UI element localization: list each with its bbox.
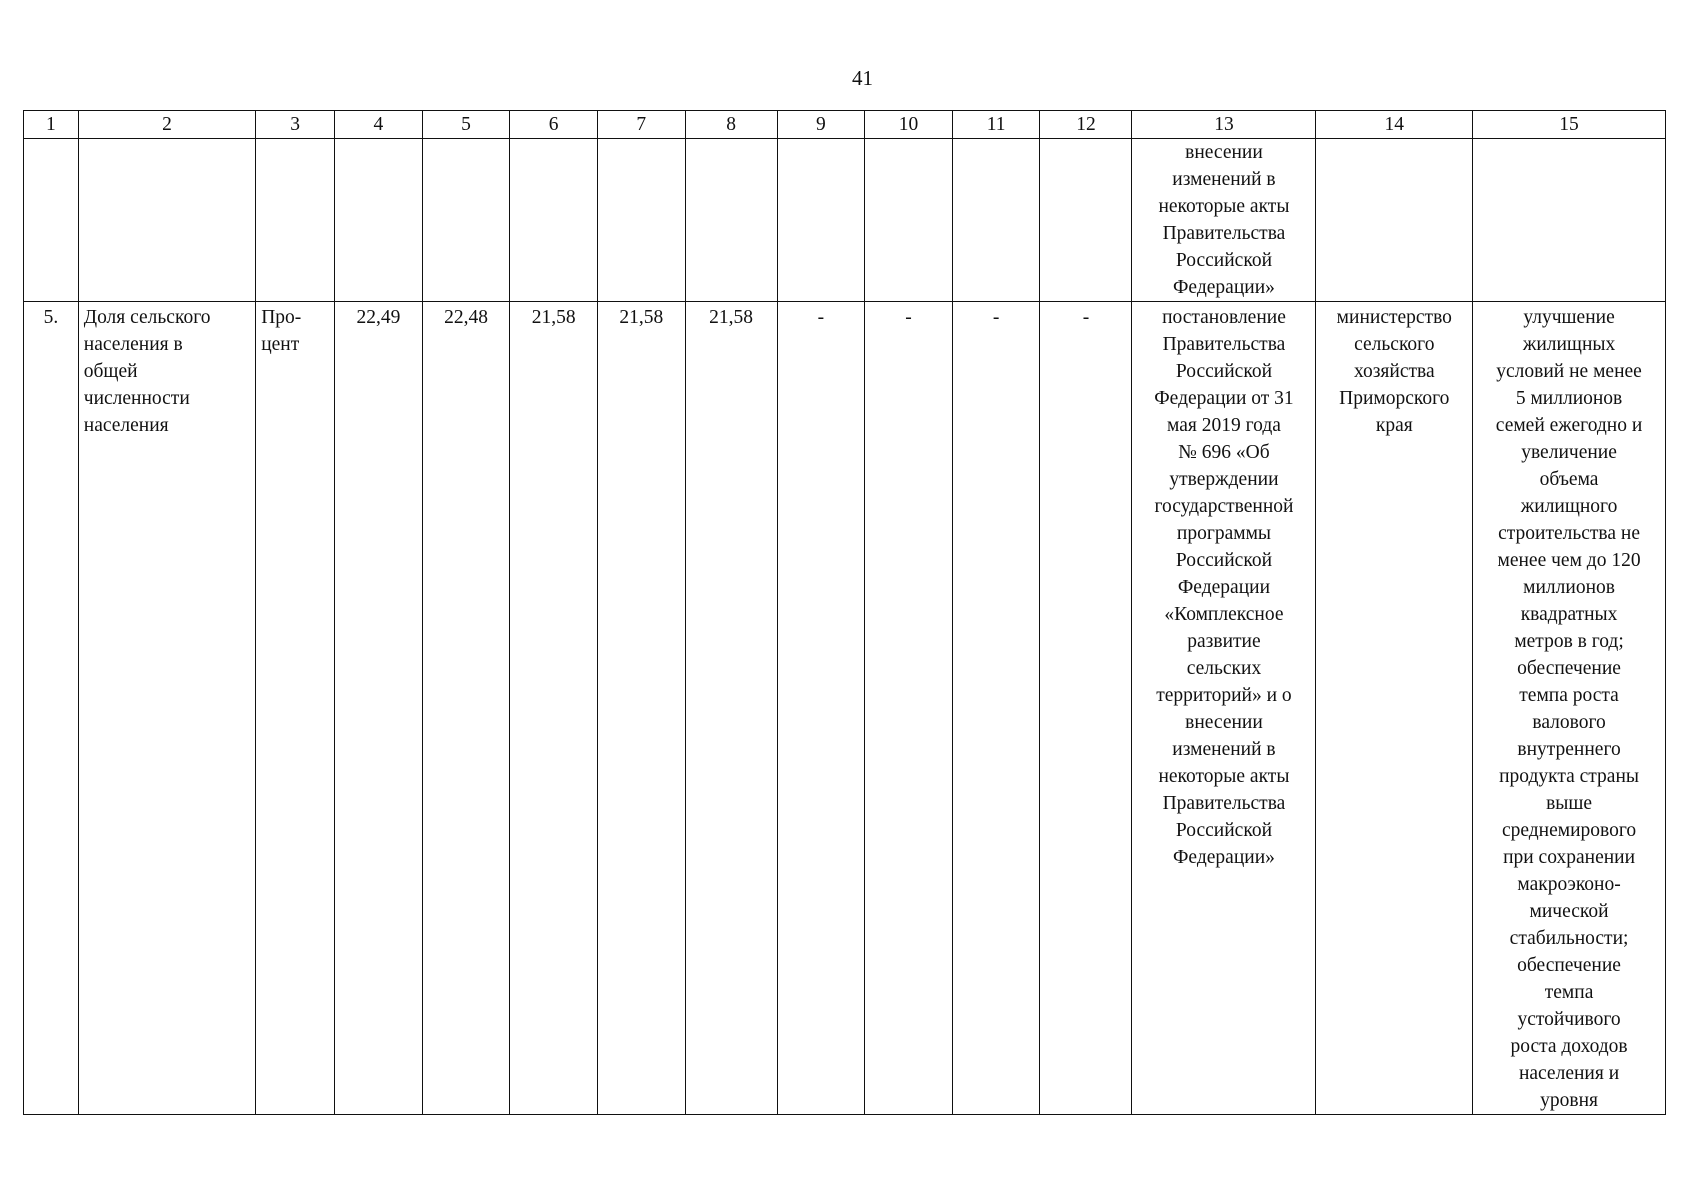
table-cell [24,139,79,302]
page-number: 41 [852,66,873,90]
column-header-5: 5 [422,111,510,139]
legal-basis-cell: постановление Правительства Российской Федерации от 31 мая 2019 года № 696 «Об утверждении государственной программы Российской Федерации «Комплексное развитие сельских территорий» и о внесении изменений в некоторые акты Правительства Российской Федерации» [1132,302,1316,1115]
table-cell [685,139,777,302]
table-cell [510,139,598,302]
legal-basis-cell: внесении изменений в некоторые акты Правительства Российской Федерации» [1132,139,1316,302]
column-header-7: 7 [597,111,685,139]
table-cell [422,139,510,302]
value-cell: 21,58 [597,302,685,1115]
column-header-6: 6 [510,111,598,139]
document-table [23,110,1666,1115]
column-header-14: 14 [1316,111,1473,139]
value-cell: - [952,302,1040,1115]
column-header-10: 10 [865,111,953,139]
table-cell [256,139,335,302]
value-cell: - [777,302,865,1115]
column-header-11: 11 [952,111,1040,139]
table-row [24,302,1666,1115]
table-cell [777,139,865,302]
responsible-body-cell: министерство сельского хозяйства Приморского края [1316,302,1473,1115]
table-cell [952,139,1040,302]
column-header-4: 4 [335,111,423,139]
column-header-9: 9 [777,111,865,139]
goal-description-cell: улучшение жилищных условий не менее 5 миллионов семей ежегодно и увеличение объема жилищного строительства не менее чем до 120 миллионов квадратных метров в год; обеспечение темпа роста валового внутреннего продукта страны выше среднемирового при сохранении макроэконо- мической стабильности; обеспечение темпа устойчивого роста доходов населения и уровня [1473,302,1666,1115]
indicator-name-cell: Доля сельского населения в общей численности населения [78,302,255,1115]
column-header-1: 1 [24,111,79,139]
column-header-8: 8 [685,111,777,139]
column-header-2: 2 [78,111,255,139]
table-row [24,139,1666,302]
value-cell: 22,48 [422,302,510,1115]
value-cell: - [865,302,953,1115]
table-cell [1316,139,1473,302]
column-header-13: 13 [1132,111,1316,139]
table-cell [597,139,685,302]
column-header-3: 3 [256,111,335,139]
value-cell: 22,49 [335,302,423,1115]
unit-cell: Про- цент [256,302,335,1115]
table-cell [335,139,423,302]
value-cell: - [1040,302,1132,1115]
value-cell: 21,58 [510,302,598,1115]
table-cell [1473,139,1666,302]
value-cell: 21,58 [685,302,777,1115]
column-header-15: 15 [1473,111,1666,139]
row-number-cell: 5. [24,302,79,1115]
column-header-12: 12 [1040,111,1132,139]
table-cell [865,139,953,302]
header-row [24,111,1666,139]
table-cell [78,139,255,302]
table-cell [1040,139,1132,302]
